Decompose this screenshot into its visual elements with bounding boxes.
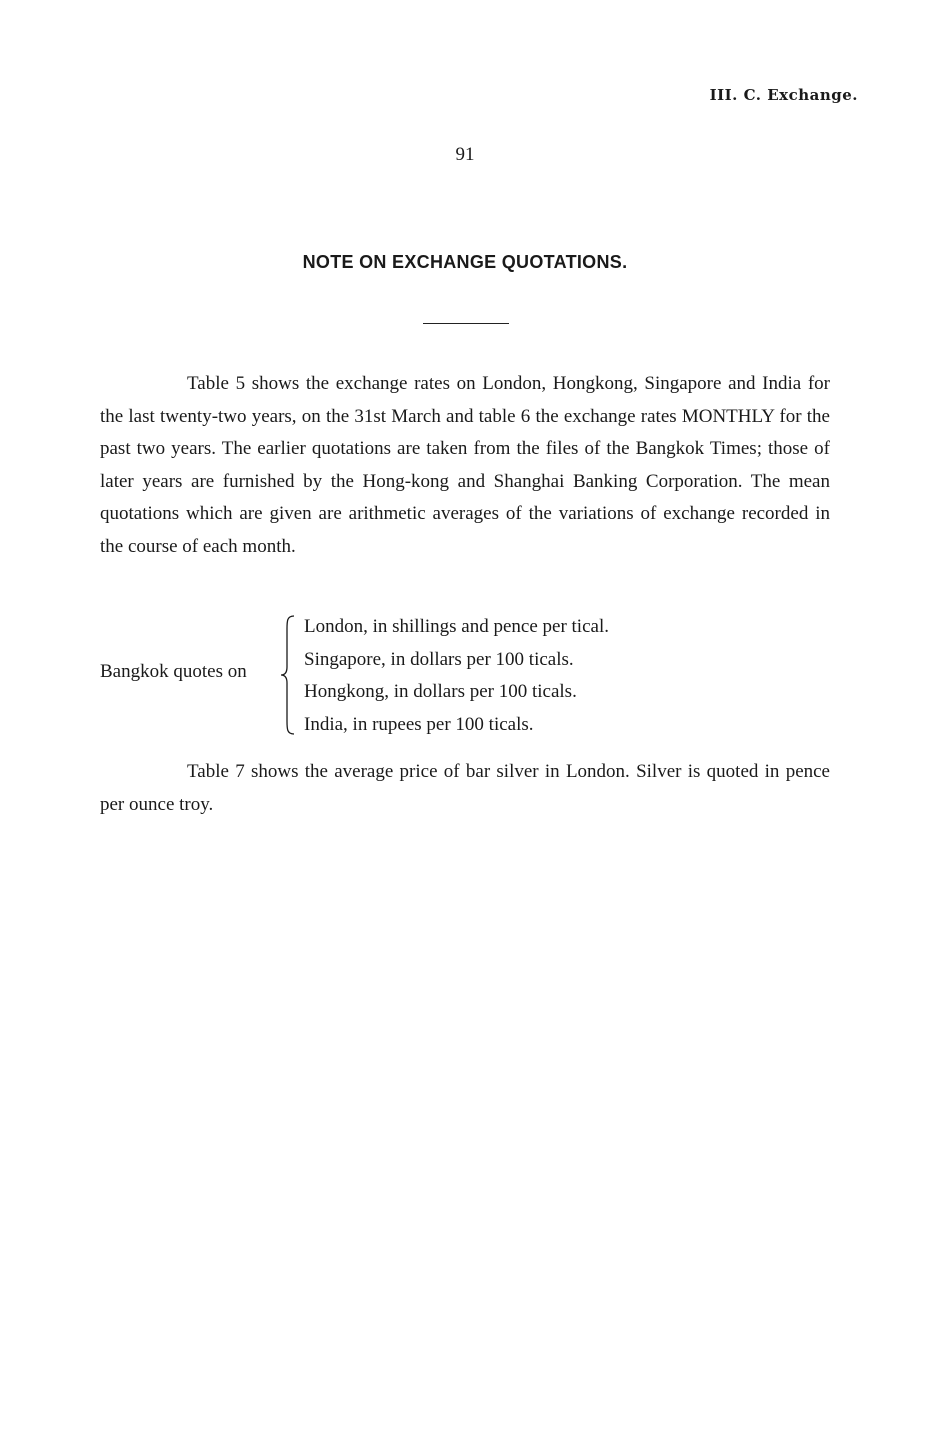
- curly-brace-icon: [280, 615, 296, 735]
- quotes-label: Bangkok quotes on: [100, 661, 247, 682]
- quote-item-hongkong: Hongkong, in dollars per 100 ticals.: [304, 681, 577, 702]
- intro-paragraph: Table 5 shows the exchange rates on London, Hongkong, Singapore and India for the last twenty-two years, on the 31st March and table 6 the exchange rates MONTHLY for the past two years. The earlier quotations are taken from the files of the Bangkok Times; those of later years are furnished by the Hong-kong and Shanghai Banking Corporation. The mean quotations which are given are arithmetic averages of the variations of exchange recorded in the course of each month.: [100, 373, 830, 557]
- page-title: NOTE ON EXCHANGE QUOTATIONS.: [302, 252, 628, 272]
- page-number: 91: [455, 144, 475, 165]
- running-head: III. C. Exchange.: [709, 86, 858, 104]
- quote-item-singapore: Singapore, in dollars per 100 ticals.: [304, 648, 574, 670]
- quote-item-india: India, in rupees per 100 ticals.: [304, 713, 534, 735]
- title-divider: [423, 323, 509, 324]
- quotes-block: [100, 611, 800, 741]
- quotes-list: [304, 611, 609, 741]
- quote-item-london: London, in shillings and pence per tical.: [304, 616, 609, 637]
- silver-paragraph: Table 7 shows the average price of bar silver in London. Silver is quoted in pence per ounce troy.: [100, 761, 830, 815]
